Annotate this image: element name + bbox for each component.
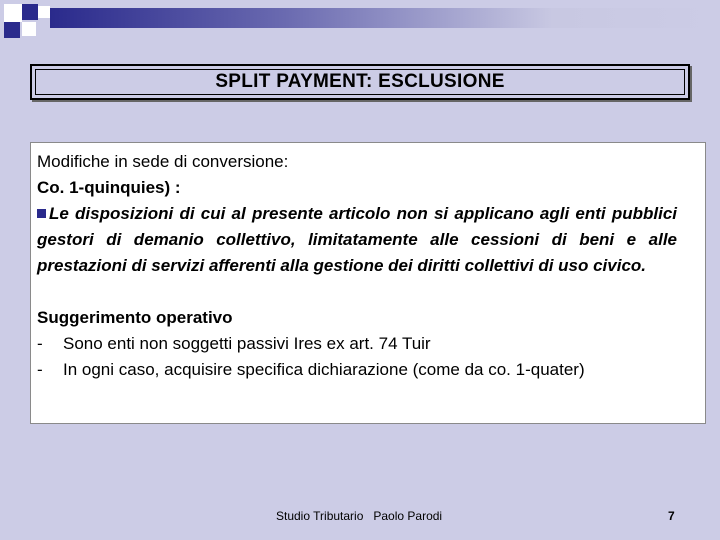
square-bullet-icon xyxy=(37,209,46,218)
dash-bullet: - xyxy=(37,334,43,353)
slide-title: SPLIT PAYMENT: ESCLUSIONE xyxy=(215,71,505,92)
spacer xyxy=(37,279,699,305)
decorative-square xyxy=(38,6,50,18)
content-box xyxy=(30,142,706,424)
footer-author: Studio Tributario Paolo Parodi xyxy=(276,509,443,523)
exclusion-text: Le disposizioni di cui al presente articolo non si applicano agli enti pubblici gestori di demanio collettivo, limitatamente alle cessioni di beni e alle prestazioni di servizi afferenti alla gestione dei diritti collettivi di uso civico. xyxy=(37,204,677,275)
decorative-square xyxy=(4,4,22,22)
decorative-square xyxy=(4,22,20,38)
reference-line: Co. 1-quinquies) : xyxy=(37,178,181,197)
dash-bullet: - xyxy=(37,360,43,379)
page-number: 7 xyxy=(668,509,675,523)
suggestion-text: In ogni caso, acquisire specifica dichiarazione (come da co. 1-quater) xyxy=(63,360,585,379)
header-gradient-stripe xyxy=(50,8,720,28)
decorative-square xyxy=(22,22,36,36)
suggestion-item xyxy=(37,331,699,357)
suggestion-item xyxy=(37,357,699,383)
exclusion-paragraph xyxy=(37,201,677,279)
slide-title-box xyxy=(30,64,690,100)
suggestion-text: Sono enti non soggetti passivi Ires ex art. 74 Tuir xyxy=(63,334,431,353)
intro-line: Modifiche in sede di conversione: xyxy=(37,152,289,171)
suggestion-heading: Suggerimento operativo xyxy=(37,308,233,327)
decorative-square xyxy=(22,4,38,20)
